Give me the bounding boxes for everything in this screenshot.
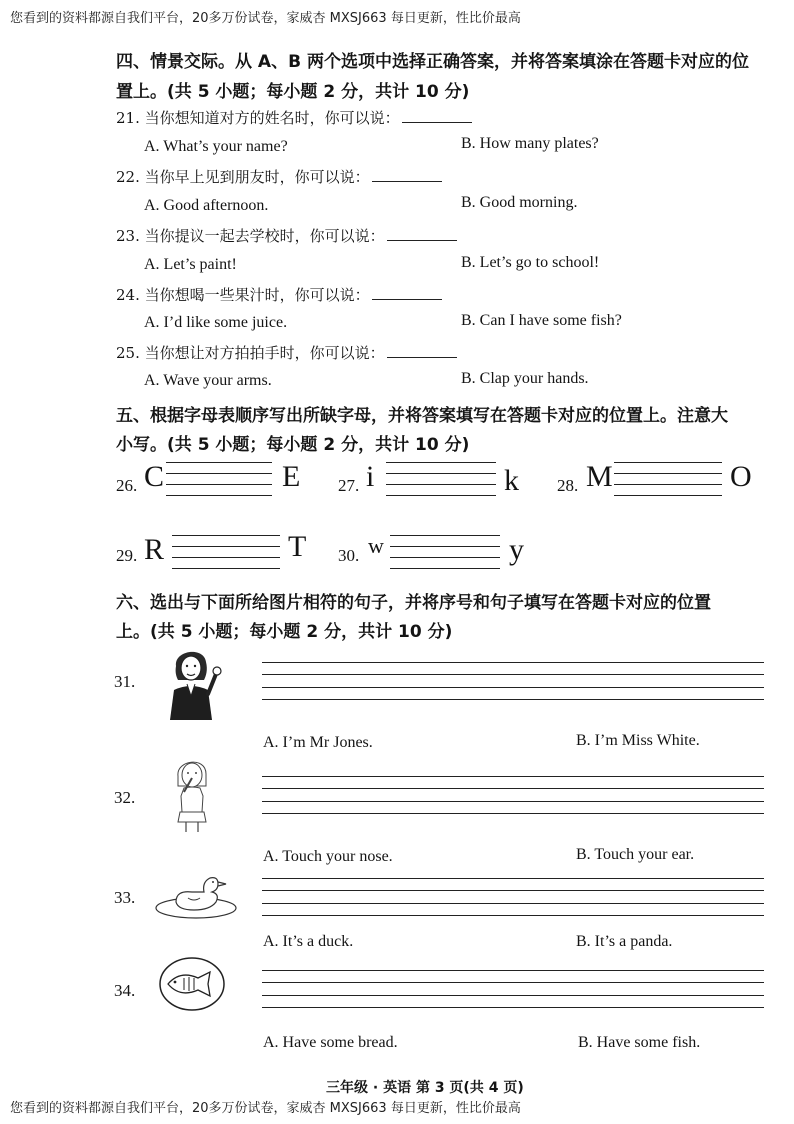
item-31-option-b: B. I’m Miss White.	[576, 732, 700, 749]
answer-blank	[387, 239, 457, 241]
top-banner: 您看到的资料都源自我们平台，20多万份试卷，家威杏 MXSJ663 每日更新，性比价最高	[10, 11, 521, 26]
option-23-a: A. Let’s paint!	[144, 256, 237, 273]
girl-touching-nose-icon	[172, 756, 212, 838]
item-31-number: 31.	[114, 672, 136, 691]
item-32-number: 32.	[114, 788, 136, 807]
option-22-a: A. Good afternoon.	[144, 197, 269, 214]
item-27-writing-lines	[386, 462, 496, 496]
item-31-answer-lines	[262, 662, 764, 700]
item-30-writing-lines	[390, 535, 500, 569]
question-stem: 24. 当你想喝一些果汁时，你可以说：	[116, 286, 370, 304]
item-34-number: 34.	[114, 981, 136, 1000]
item-28-before-letter: M	[586, 460, 613, 493]
duck-icon	[154, 872, 238, 924]
answer-blank	[387, 356, 457, 358]
option-25-a: A. Wave your arms.	[144, 372, 272, 389]
question-23	[116, 225, 457, 246]
item-30-number: 30.	[338, 546, 360, 565]
bottom-banner: 您看到的资料都源自我们平台，20多万份试卷，家威杏 MXSJ663 每日更新，性比价最高	[10, 1101, 521, 1116]
page-footer: 三年级 · 英语 第 3 页(共 4 页)	[326, 1080, 524, 1096]
question-24	[116, 284, 442, 305]
item-33-option-b: B. It’s a panda.	[576, 933, 673, 950]
option-23-b: B. Let’s go to school!	[461, 254, 600, 271]
option-24-a: A. I’d like some juice.	[144, 314, 288, 331]
section4-title-line1: 四、情景交际。从 A、B 两个选项中选择正确答案，并将答案填涂在答题卡对应的位	[116, 52, 749, 72]
option-21-a: A. What’s your name?	[144, 138, 288, 155]
item-28-writing-lines	[614, 462, 722, 496]
answer-blank	[372, 180, 442, 182]
question-25	[116, 342, 457, 363]
option-22-b: B. Good morning.	[461, 194, 578, 211]
question-stem: 23. 当你提议一起去学校时，你可以说：	[116, 227, 385, 245]
item-27-after-letter: k	[504, 464, 519, 497]
item-34-option-a: A. Have some bread.	[263, 1034, 398, 1051]
answer-blank	[402, 121, 472, 123]
question-stem: 22. 当你早上见到朋友时，你可以说：	[116, 168, 370, 186]
item-27-before-letter: i	[366, 460, 375, 493]
option-25-b: B. Clap your hands.	[461, 370, 589, 387]
item-29-writing-lines	[172, 535, 280, 569]
item-33-number: 33.	[114, 888, 136, 907]
item-30-before-letter: w	[368, 533, 384, 558]
section6-title-line1: 六、选出与下面所给图片相符的句子，并将序号和句子填写在答题卡对应的位置	[116, 593, 711, 613]
section5-title-line2: 小写。(共 5 小题；每小题 2 分，共计 10 分)	[116, 435, 470, 455]
question-stem: 21. 当你想知道对方的姓名时，你可以说：	[116, 109, 400, 127]
teacher-woman-icon	[160, 644, 224, 724]
item-27-number: 27.	[338, 476, 360, 495]
item-32-answer-lines	[262, 776, 764, 814]
item-26-writing-lines	[166, 462, 272, 496]
item-32-option-a: A. Touch your nose.	[263, 848, 393, 865]
item-29-after-letter: T	[288, 530, 307, 563]
question-22	[116, 166, 442, 187]
item-30-after-letter: y	[509, 533, 524, 566]
item-29-before-letter: R	[144, 533, 165, 566]
item-33-answer-lines	[262, 878, 764, 916]
answer-blank	[372, 298, 442, 300]
item-31-option-a: A. I’m Mr Jones.	[263, 734, 373, 751]
question-21	[116, 107, 472, 128]
item-26-number: 26.	[116, 476, 138, 495]
item-32-option-b: B. Touch your ear.	[576, 846, 695, 863]
question-stem: 25. 当你想让对方拍拍手时，你可以说：	[116, 344, 385, 362]
fish-icon	[158, 956, 226, 1016]
item-33-option-a: A. It’s a duck.	[263, 933, 354, 950]
option-24-b: B. Can I have some fish?	[461, 312, 622, 329]
item-29-number: 29.	[116, 546, 138, 565]
option-21-b: B. How many plates?	[461, 135, 599, 152]
item-28-number: 28.	[557, 476, 579, 495]
section6-title-line2: 上。(共 5 小题；每小题 2 分，共计 10 分)	[116, 622, 453, 642]
item-34-answer-lines	[262, 970, 764, 1008]
section5-title-line1: 五、根据字母表顺序写出所缺字母，并将答案填写在答题卡对应的位置上。注意大	[116, 406, 728, 426]
item-26-before-letter: C	[144, 460, 165, 493]
section4-title-line2: 置上。(共 5 小题；每小题 2 分，共计 10 分)	[116, 82, 470, 102]
item-34-option-b: B. Have some fish.	[578, 1034, 701, 1051]
item-26-after-letter: E	[282, 460, 301, 493]
item-28-after-letter: O	[730, 460, 752, 493]
